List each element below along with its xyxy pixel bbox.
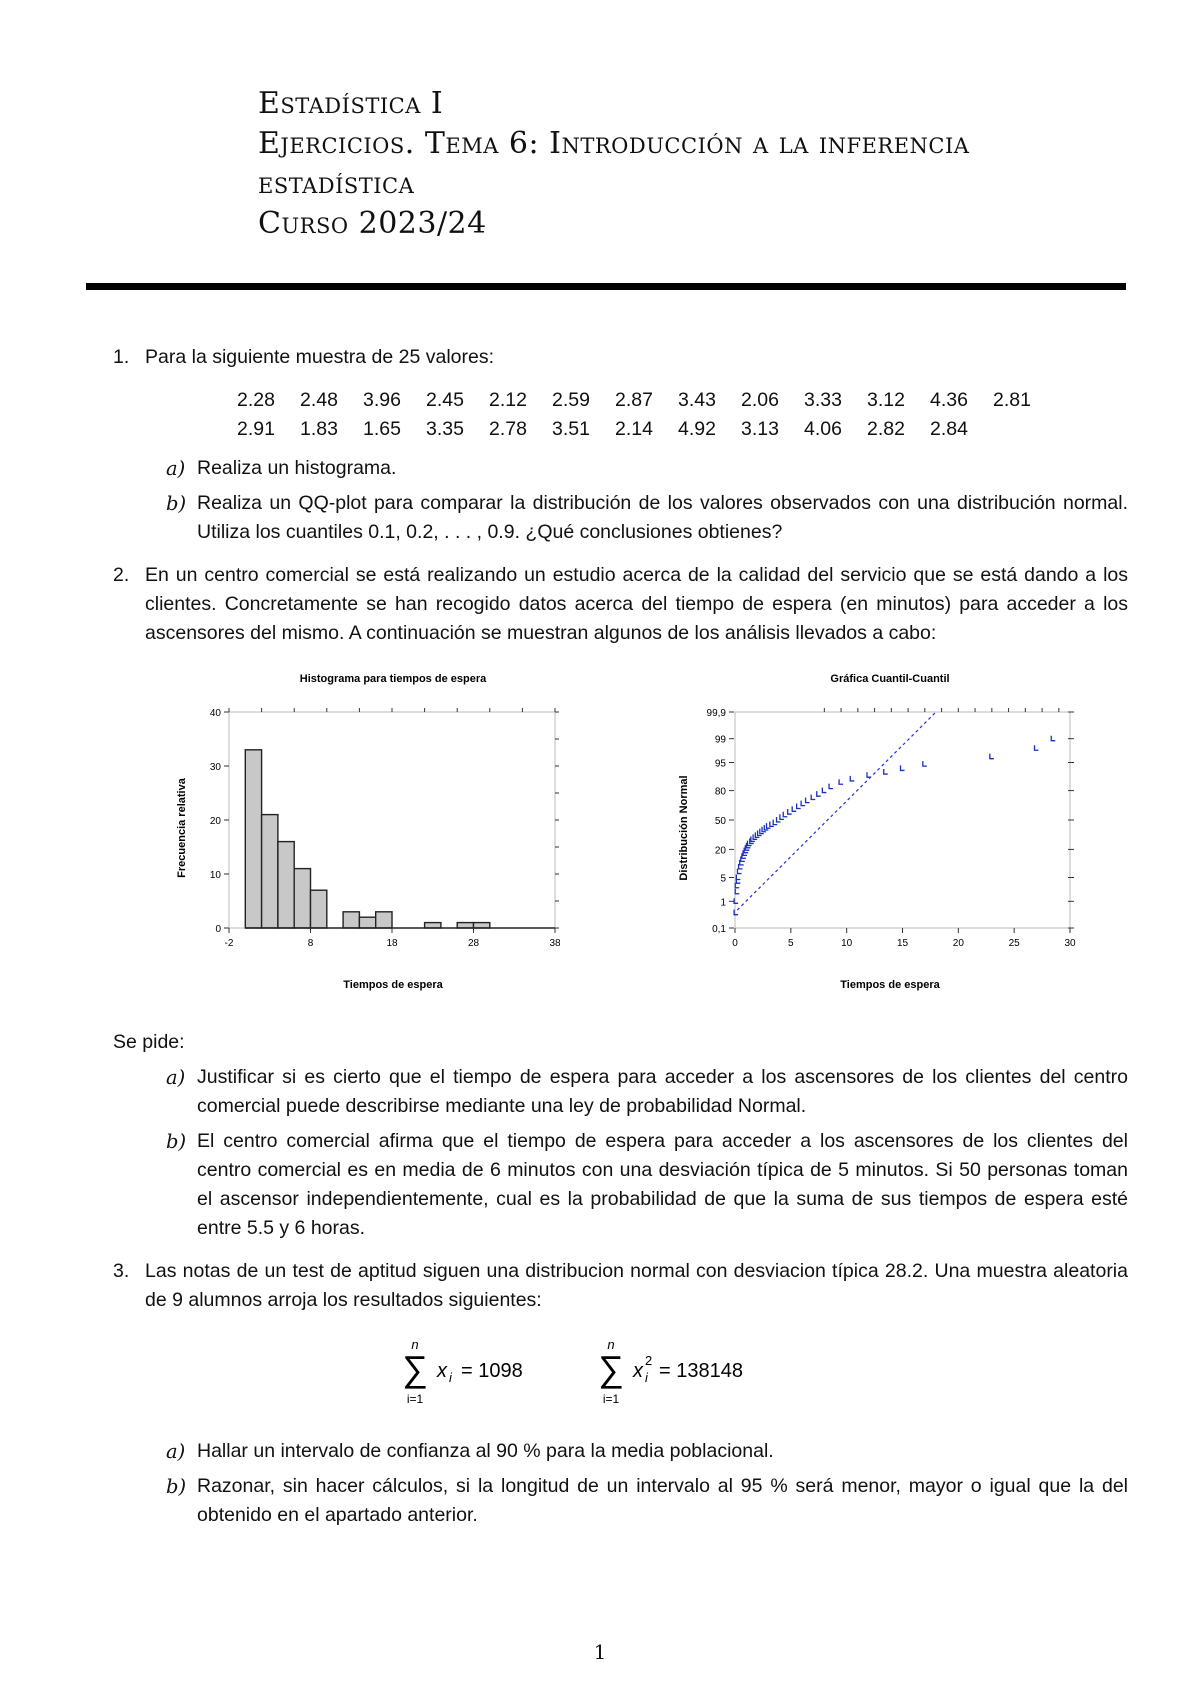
y-tick-label: 30 [209, 762, 221, 773]
qq-point [788, 809, 792, 814]
y-axis-label: Distribución Normal [678, 775, 690, 881]
subquestion-label: b) [166, 1475, 187, 1498]
sample-value: 4.06 [804, 418, 842, 440]
y-tick-label: 99 [714, 734, 726, 746]
histogram-bar [425, 923, 441, 928]
x-tick-label: -2 [224, 938, 234, 949]
histogram-bar [245, 750, 261, 928]
x-tick-label: 38 [549, 938, 561, 949]
sample-value: 2.81 [993, 389, 1031, 411]
x-axis-label: Tiempos de espera [343, 979, 443, 991]
y-tick-label: 5 [720, 873, 726, 885]
y-tick-label: 10 [209, 870, 221, 881]
qq-point [839, 779, 843, 784]
subquestion-label: a) [166, 1066, 186, 1089]
y-tick-label: 0,1 [712, 924, 726, 935]
histogram-bar [474, 923, 490, 928]
sum-variable: x [633, 1360, 643, 1382]
histogram-bar [359, 917, 375, 928]
sample-value: 3.35 [426, 418, 464, 440]
summation-formulas [145, 1329, 1128, 1423]
qq-point [884, 769, 888, 774]
y-tick-label: 1 [720, 897, 726, 909]
course-title: Estadística I [258, 86, 444, 121]
qq-point [923, 761, 927, 766]
subquestion-text: Razonar, sin hacer cálculos, si la longitud de un intervalo al 95 % será menor, mayor o igual que la del obtenido en el apartado anterior. [197, 1475, 1128, 1526]
sum-upper-limit: n [411, 1337, 419, 1352]
sample-value: 4.92 [678, 418, 716, 440]
exercise-list [113, 343, 1128, 1530]
subquestion-b [145, 1472, 1128, 1530]
subquestion-label: b) [166, 492, 187, 515]
qq-point [811, 795, 815, 800]
x-tick-label: 15 [896, 938, 909, 949]
sample-value: 2.78 [489, 418, 527, 440]
subquestion-label: b) [166, 1130, 187, 1153]
formula-svg [395, 1329, 815, 1423]
sample-value: 3.43 [678, 389, 716, 411]
y-tick-label: 20 [209, 816, 221, 827]
histogram-bar [343, 912, 359, 928]
sum-lower-limit: i=1 [602, 1392, 620, 1406]
subquestion-a [145, 1063, 1128, 1121]
sum-subscript: i [645, 1370, 648, 1385]
x-tick-label: 20 [952, 938, 964, 949]
x-tick-label: 8 [307, 938, 314, 949]
sample-value: 2.48 [300, 389, 338, 411]
subquestion-b [145, 1127, 1128, 1243]
exercise-title-line2: estadística [258, 166, 415, 201]
exercise-intro: Las notas de un test de aptitud siguen una distribucion normal con desviacion típica 28.2. Una muestra aleatoria de 9 alumnos arroja los resultados siguientes: [145, 1260, 1128, 1311]
y-tick-label: 20 [714, 845, 726, 857]
exercise-intro: En un centro comercial se está realizando un estudio acerca de la calidad del servicio que se está dando a los clientes. Concretamente se han recogido datos acerca del tiempo de espera (en minutos) para acceder a los ascensores del mismo. A continuación se muestran algunos de los análisis llevados a cabo: [145, 564, 1128, 644]
x-tick-label: 10 [841, 938, 853, 949]
qq-point [1051, 736, 1055, 741]
sample-value: 2.82 [867, 418, 905, 440]
sample-value: 2.06 [741, 389, 779, 411]
document-header [258, 84, 1128, 244]
subquestion-a [145, 1437, 1128, 1466]
sample-value: 2.28 [237, 389, 275, 411]
x-tick-label: 25 [1008, 938, 1020, 949]
histogram-bar [376, 912, 392, 928]
sample-value: 3.96 [363, 389, 401, 411]
subquestion-text: El centro comercial afirma que el tiempo de espera para acceder a los ascensores de los clientes del centro comercial es en media de 6 minutos con una desviación típica de 5 minutos. Si 50 personas toman el ascensor independientemente, cual es la probabilidad de que la suma de sus tiempos de espera esté entre 5.5 y 6 horas. [197, 1130, 1128, 1239]
sample-value: 1.83 [300, 418, 338, 440]
qq-point [817, 791, 821, 796]
sample-value: 3.51 [552, 418, 590, 440]
histogram-bar [294, 869, 310, 928]
qq-point [850, 776, 854, 781]
qq-point [735, 889, 739, 894]
course-year: Curso 2023/24 [258, 206, 487, 241]
sample-value: 4.36 [930, 389, 968, 411]
exercise-number: 3. [113, 1260, 130, 1282]
reference-line [737, 712, 936, 910]
qq-point [734, 898, 738, 903]
sample-value: 2.12 [489, 389, 527, 411]
qq-point [822, 788, 826, 793]
x-tick-label: 18 [386, 938, 398, 949]
qq-plot-chart [665, 660, 1085, 1028]
qq-point [829, 784, 833, 789]
sum-upper-limit: n [607, 1337, 615, 1352]
se-pide-label: Se pide: [113, 1031, 185, 1053]
sum-subscript: i [449, 1370, 452, 1385]
figures [145, 660, 1128, 1028]
x-tick-label: 28 [467, 938, 480, 949]
sample-value: 3.13 [741, 418, 779, 440]
qq-point [736, 874, 740, 879]
histogram-chart [155, 660, 575, 1028]
exercise-3 [113, 1257, 1128, 1530]
qq-point [806, 798, 810, 803]
y-tick-label: 80 [714, 786, 726, 798]
sample-value: 2.91 [237, 418, 275, 440]
qq-point [734, 910, 738, 915]
y-tick-label: 0 [215, 924, 221, 935]
sample-values-table [237, 386, 1056, 444]
qq-point [797, 804, 801, 809]
sample-value: 2.87 [615, 389, 653, 411]
exercise-number: 2. [113, 564, 130, 586]
y-tick-label: 95 [714, 758, 726, 770]
y-axis-label: Frecuencia relativa [176, 778, 188, 878]
plot-frame [735, 712, 1070, 928]
sample-value: 2.45 [426, 389, 464, 411]
x-axis-label: Tiempos de espera [840, 979, 940, 991]
sum-result: = 1098 [461, 1360, 523, 1382]
y-tick-label: 40 [209, 708, 221, 719]
x-tick-label: 0 [732, 938, 738, 949]
header-rule [86, 283, 1126, 290]
sample-value: 1.65 [363, 418, 401, 440]
sum-symbol: ∑ [402, 1348, 428, 1389]
sample-value: 3.12 [867, 389, 905, 411]
sample-value: 3.33 [804, 389, 842, 411]
qq-point [990, 754, 994, 759]
qq-point [867, 772, 871, 777]
page-number: 1 [593, 1640, 607, 1664]
sample-row-2 [237, 415, 1056, 444]
subquestion-label: a) [166, 1440, 186, 1463]
sample-value: 2.59 [552, 389, 590, 411]
sample-value: 2.14 [615, 418, 653, 440]
subquestion-text: Hallar un intervalo de confianza al 90 % para la media poblacional. [197, 1440, 774, 1462]
subquestion-label: a) [166, 457, 186, 480]
exercise-intro: Para la siguiente muestra de 25 valores: [145, 346, 495, 368]
sum-result: = 138148 [659, 1360, 743, 1382]
sum-symbol: ∑ [598, 1348, 624, 1389]
y-tick-label: 99,9 [706, 708, 726, 719]
histogram-bar [262, 815, 278, 928]
exercise-title-line1: Ejercicios. Tema 6: Introducción a la inferencia [258, 126, 970, 161]
qq-point [792, 806, 796, 811]
subquestion-a [145, 454, 1128, 483]
sum-lower-limit: i=1 [406, 1392, 424, 1406]
chart-title: Histograma para tiempos de espera [299, 673, 487, 685]
x-tick-label: 5 [788, 938, 794, 949]
x-tick-label: 30 [1064, 938, 1076, 949]
histogram-bar [457, 923, 473, 928]
exercise-2 [113, 561, 1128, 1243]
subquestion-b [145, 489, 1128, 547]
qq-point [801, 801, 805, 806]
subquestion-text: Realiza un histograma. [197, 457, 397, 479]
histogram-bar [311, 890, 327, 928]
qq-point [1035, 745, 1039, 750]
sample-row-1 [237, 386, 1056, 415]
exercise-number: 1. [113, 346, 130, 368]
subquestion-text: Realiza un QQ-plot para comparar la distribución de los valores observados con una distribución normal. Utiliza los cuantiles 0.1, 0.2, . . . , 0.9. ¿Qué conclusiones obtienes? [197, 492, 1128, 543]
sum-variable: x [437, 1360, 447, 1382]
subquestion-text: Justificar si es cierto que el tiempo de espera para acceder a los ascensores de los clientes del centro comercial puede describirse mediante una ley de probabilidad Normal. [197, 1066, 1128, 1117]
y-tick-label: 50 [714, 816, 726, 827]
histogram-bar [278, 842, 294, 928]
qq-point [901, 765, 905, 770]
exercise-1 [113, 343, 1128, 547]
sum-superscript: 2 [645, 1353, 653, 1368]
sample-value: 2.84 [930, 418, 968, 440]
chart-title: Gráfica Cuantil-Cuantil [830, 673, 950, 685]
qq-point [783, 812, 787, 817]
